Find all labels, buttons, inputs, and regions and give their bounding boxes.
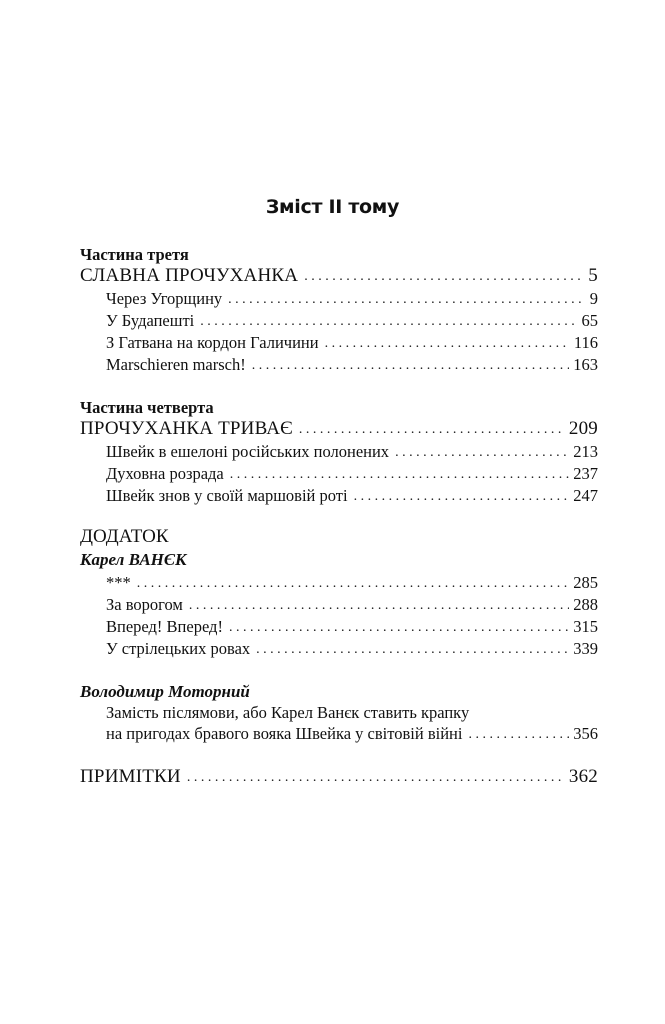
author-name: Карел ВАНЄК — [80, 550, 187, 569]
entry-page: 65 — [581, 311, 598, 330]
entry-label: Швейк в ешелоні російських полонених — [106, 442, 390, 461]
entry-page: 116 — [573, 333, 598, 352]
entry-label: ПРИМІТКИ — [80, 766, 181, 787]
part-heading-label: Частина третя — [80, 245, 189, 264]
entry-label: *** — [106, 573, 131, 592]
entry-page: 362 — [568, 766, 598, 787]
toc-entry — [106, 309, 598, 331]
author-heading — [80, 680, 598, 702]
dot-leader — [299, 421, 565, 439]
toc-entry — [106, 615, 598, 637]
entry-label: СЛАВНА ПРОЧУХАНКА — [80, 265, 299, 286]
entry-page: 315 — [573, 617, 598, 636]
toc-entry — [106, 637, 598, 659]
dot-leader — [187, 769, 565, 787]
dot-leader — [137, 575, 570, 593]
dot-leader — [468, 726, 569, 744]
author-name: Володимир Моторний — [80, 682, 250, 701]
dot-leader — [395, 444, 569, 462]
part-heading — [80, 243, 598, 265]
entry-page: 339 — [573, 639, 598, 658]
toc-entry — [106, 484, 598, 506]
dot-leader — [200, 313, 577, 331]
author-heading — [80, 548, 598, 570]
dot-leader — [229, 619, 569, 637]
entry-label: на пригодах бравого вояка Швейка у світовій війні — [106, 724, 463, 743]
appendix-heading-label: ДОДАТОК — [80, 526, 169, 547]
toc-entry — [106, 353, 598, 375]
dot-leader — [256, 641, 569, 659]
entry-page: 9 — [589, 289, 598, 308]
dot-leader — [228, 291, 586, 309]
entry-label: Marschieren marsch! — [106, 355, 246, 374]
entry-label: Вперед! Вперед! — [106, 617, 223, 636]
entry-label: Замість післямови, або Карел Ванєк ставить крапку — [106, 703, 470, 722]
toc-entry — [106, 571, 598, 593]
toc-entry-main — [80, 264, 598, 286]
entry-label: З Гатвана на кордон Галичини — [106, 333, 319, 352]
entry-page: 163 — [573, 355, 598, 374]
entry-page: 209 — [568, 418, 598, 439]
toc-entry — [106, 462, 598, 484]
dot-leader — [304, 268, 584, 286]
toc-entry-line1 — [106, 701, 598, 723]
toc-entry-main — [80, 417, 598, 439]
entry-page: 285 — [573, 573, 598, 592]
dot-leader — [189, 597, 569, 615]
entry-label: Швейк знов у своїй маршовій роті — [106, 486, 348, 505]
appendix-heading — [80, 525, 598, 547]
part-heading — [80, 396, 598, 418]
dot-leader — [230, 466, 569, 484]
entry-page: 247 — [573, 486, 598, 505]
toc-entry — [106, 440, 598, 462]
entry-label: У стрілецьких ровах — [106, 639, 251, 658]
entry-page: 237 — [573, 464, 598, 483]
toc-entry — [106, 331, 598, 353]
entry-page: 5 — [588, 265, 598, 286]
toc-entry — [106, 593, 598, 615]
entry-page: 356 — [573, 724, 598, 743]
dot-leader — [354, 488, 570, 506]
part-heading-label: Частина четверта — [80, 398, 214, 417]
entry-page: 213 — [573, 442, 598, 461]
entry-label: Через Угорщину — [106, 289, 223, 308]
entry-label: У Будапешті — [106, 311, 195, 330]
dot-leader — [325, 335, 570, 353]
entry-label: ПРОЧУХАНКА ТРИВАЄ — [80, 418, 293, 439]
dot-leader — [252, 357, 570, 375]
entry-label: За ворогом — [106, 595, 183, 614]
page-title: Зміст II тому — [265, 196, 400, 218]
entry-page: 288 — [573, 595, 598, 614]
entry-label: Духовна розрада — [106, 464, 224, 483]
toc-entry — [106, 287, 598, 309]
toc-entry-main — [80, 765, 598, 787]
toc-entry — [106, 722, 598, 744]
